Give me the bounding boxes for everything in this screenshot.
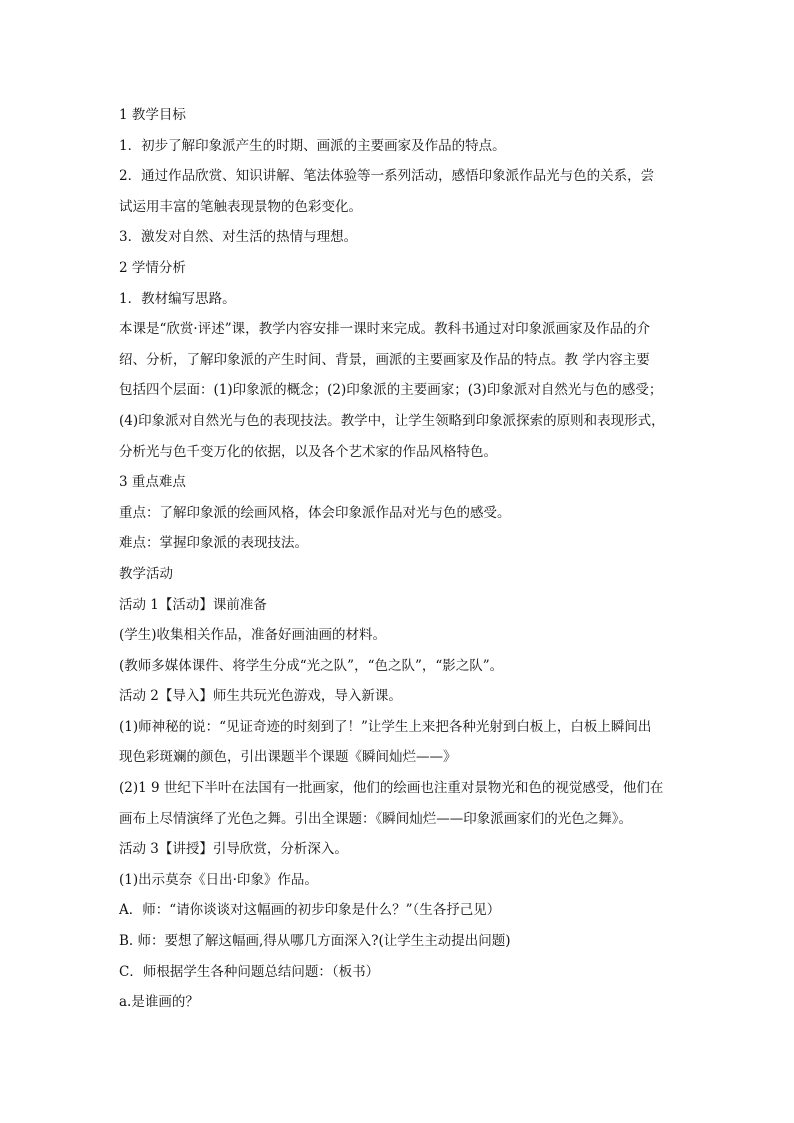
- activity-3-step-b: B. 师：要想了解这幅画,得从哪几方面深入?(让学生主动提出问题): [119, 933, 511, 950]
- analysis-paragraph-line-3: 包括四个层面：(1)印象派的概念；(2)印象派的主要画家；(3)印象派对自然光与色的感受；: [119, 382, 663, 399]
- activity-2-step-1-line-1: (1)师神秘的说：“见证奇迹的时刻到了！”让学生上来把各种光射到白板上，白板上瞬间出: [119, 718, 652, 735]
- activity-1-teacher: (教师多媒体课件、将学生分成“光之队”，“色之队”，“影之队”。: [119, 657, 504, 674]
- activity-2-title: 活动 2【导入】师生共玩光色游戏，导入新课。: [119, 688, 402, 705]
- key-point: 重点：了解印象派的绘画风格，体会印象派作品对光与色的感受。: [119, 504, 511, 521]
- activity-3-step-a: A．师：“请你谈谈对这幅画的初步印象是什么？”（生各抒己见）: [119, 902, 501, 919]
- question-a: a.是谁画的？: [119, 994, 199, 1011]
- analysis-item-1: 1．教材编写思路。: [119, 290, 236, 307]
- analysis-paragraph-line-4: (4)印象派对自然光与色的表现技法。教学中，让学生领略到印象派探索的原则和表现形式，: [119, 412, 665, 429]
- difficult-point: 难点：掌握印象派的表现技法。: [119, 535, 308, 552]
- goal-item-1: 1．初步了解印象派产生的时期、画派的主要画家及作品的特点。: [119, 137, 506, 154]
- section-heading-student-analysis: 2 学情分析: [119, 259, 186, 276]
- section-heading-teaching-goals: 1 教学目标: [119, 107, 186, 123]
- section-heading-activities: 教学活动: [119, 565, 173, 582]
- analysis-paragraph-line-5: 分析光与色千变万化的依据，以及各个艺术家的作品风格特色。: [119, 443, 497, 460]
- analysis-paragraph-line-1: 本课是“欣赏·评述”课，教学内容安排一课时来完成。教科书通过对印象派画家及作品的介: [119, 321, 651, 338]
- goal-item-2-line-2: 试运用丰富的笔触表现景物的色彩变化。: [119, 198, 362, 215]
- activity-2-step-2-line-2: 画布上尽情演绎了光色之舞。引出全课题：《瞬间灿烂——印象派画家们的光色之舞》。: [119, 810, 632, 827]
- activity-1-title: 活动 1【活动】课前准备: [119, 596, 267, 613]
- document-page: [119, 102, 679, 1020]
- activity-3-step-c: C．师根据学生各种问题总结问题：（板书）: [119, 963, 380, 980]
- analysis-paragraph-line-2: 绍、分析，了解印象派的产生时间、背景，画派的主要画家及作品的特点。教 学内容主要: [119, 351, 650, 368]
- goal-item-3: 3．激发对自然、对生活的热情与理想。: [119, 229, 358, 246]
- activity-1-student: (学生)收集相关作品，准备好画油画的材料。: [119, 627, 387, 644]
- goal-item-2-line-1: 2．通过作品欣赏、知识讲解、笔法体验等一系列活动，感悟印象派作品光与色的关系，尝: [119, 168, 655, 185]
- activity-3-title: 活动 3【讲授】引导欣赏，分析深入。: [119, 841, 348, 858]
- activity-2-step-1-line-2: 现色彩斑斓的颜色，引出课题半个课题《瞬间灿烂——》: [119, 749, 457, 766]
- section-heading-key-points: 3 重点难点: [119, 474, 186, 491]
- activity-2-step-2-line-1: (2)1 9 世纪下半叶在法国有一批画家，他们的绘画也注重对景物光和色的视觉感受，他们在: [119, 780, 664, 797]
- activity-3-step-1: (1)出示莫奈《日出·印象》作品。: [119, 871, 318, 888]
